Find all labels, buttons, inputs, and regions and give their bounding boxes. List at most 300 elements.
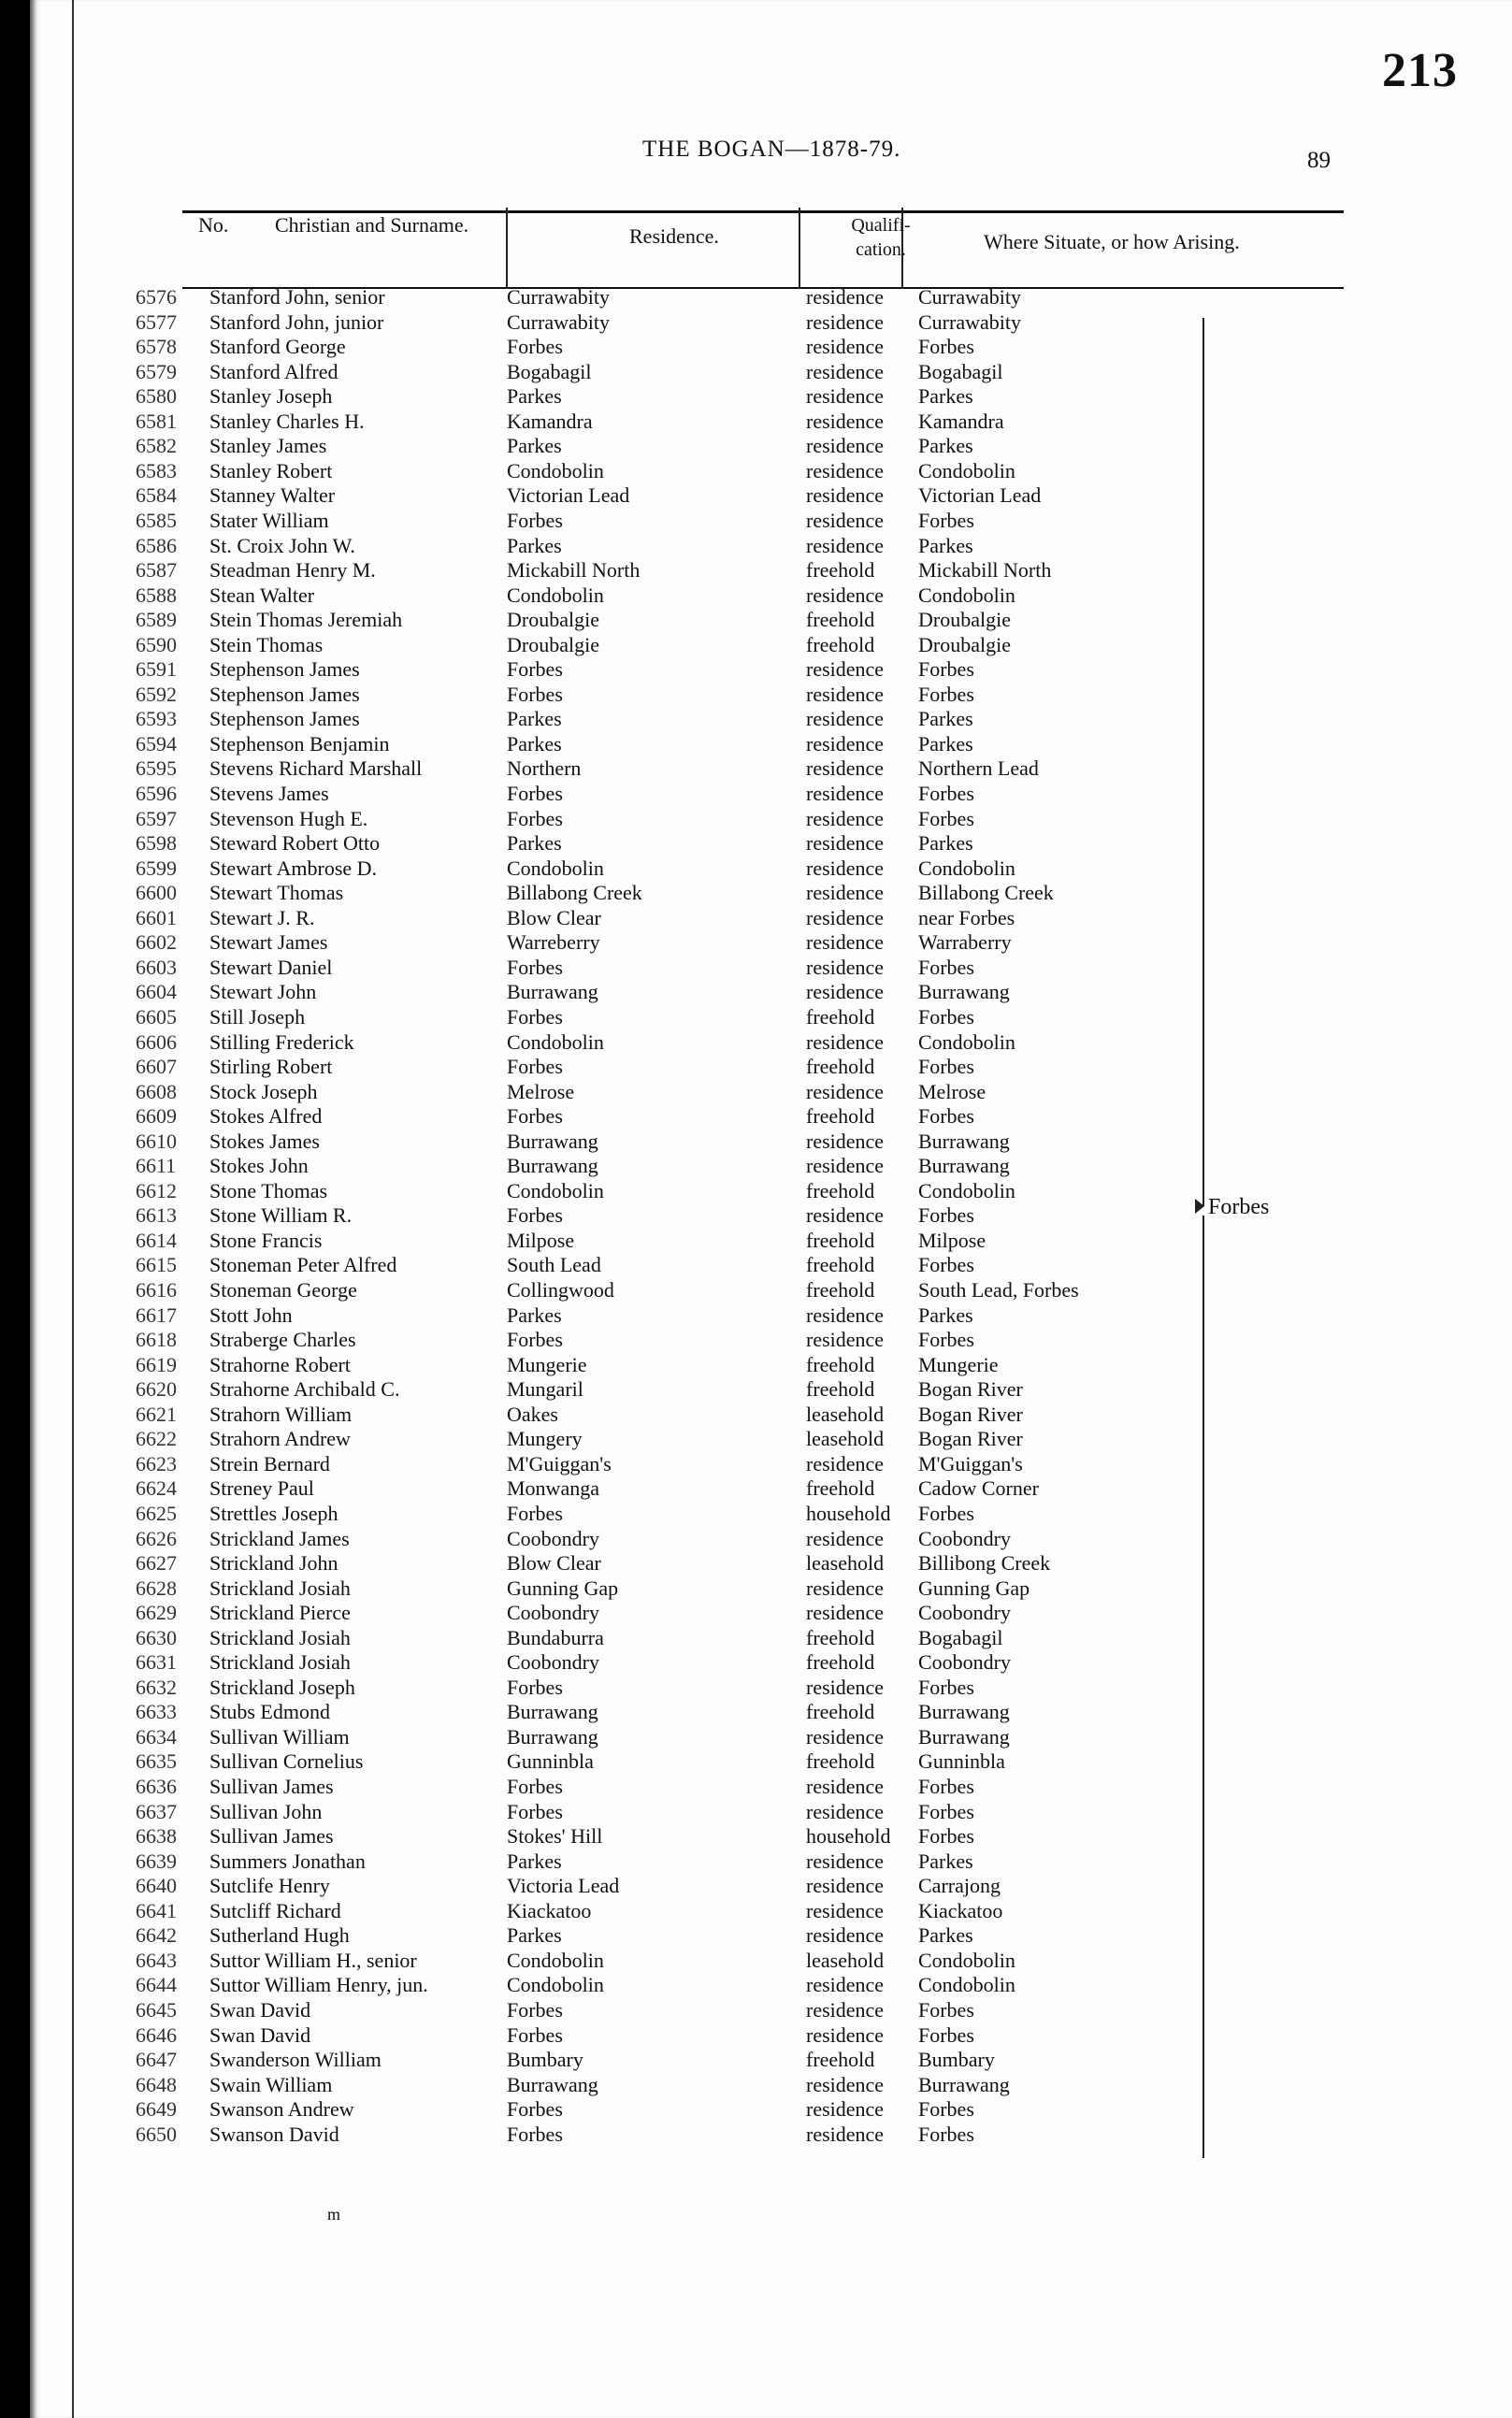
entry-qualification: residence	[806, 1576, 885, 1600]
entry-qualification: residence	[806, 731, 885, 756]
entry-name: Stone William R.	[209, 1203, 353, 1228]
entry-residence: Condobolin	[507, 1178, 604, 1202]
entry-number: 6604	[136, 980, 177, 1004]
entry-residence: Burrawang	[507, 1154, 598, 1178]
entry-residence: Forbes	[507, 1775, 563, 1798]
entry-residence: M'Guiggan's	[507, 1451, 612, 1475]
entry-qualification: residence	[806, 335, 885, 359]
entry-qualification: residence	[806, 905, 885, 929]
entry-qualification: residence	[806, 1601, 885, 1625]
entry-where: Gunninbla	[918, 1749, 1005, 1774]
entry-where: Forbes	[918, 1004, 974, 1029]
entry-residence: Victorian Lead	[507, 483, 630, 508]
entry-number: 6608	[136, 1079, 177, 1103]
entry-name: Stein Thomas	[209, 632, 324, 656]
entry-name: Sullivan James	[209, 1775, 334, 1798]
entry-qualification: residence	[806, 856, 885, 880]
entry-residence: Condobolin	[507, 1948, 604, 1972]
entry-where: Bogabagil	[918, 1625, 1003, 1649]
entry-name: Stewart J. R.	[209, 905, 315, 929]
entry-name: Stokes Alfred	[209, 1104, 323, 1129]
entry-qualification: residence	[806, 458, 885, 482]
entry-residence: Bumbary	[507, 2048, 583, 2072]
entry-number: 6621	[136, 1402, 177, 1426]
entry-residence: Forbes	[507, 2022, 563, 2047]
entry-name: Stott John	[209, 1303, 293, 1327]
entry-number: 6618	[136, 1328, 177, 1352]
entry-residence: Mungaril	[507, 1377, 583, 1402]
entry-where: Parkes	[918, 731, 973, 756]
entry-residence: Oakes	[507, 1402, 558, 1426]
entry-number: 6588	[136, 583, 177, 607]
entry-qualification: freehold	[806, 1377, 875, 1402]
entry-number: 6577	[136, 309, 177, 334]
entry-name: Sutherland Hugh	[209, 1923, 350, 1948]
entry-name: Stewart James	[209, 930, 328, 955]
entry-number: 6592	[136, 682, 177, 706]
entry-qualification: residence	[806, 682, 885, 706]
entry-number: 6615	[136, 1253, 177, 1277]
entry-number: 6606	[136, 1029, 177, 1054]
entry-where: Gunning Gap	[918, 1576, 1030, 1600]
entry-name: Sutclife Henry	[209, 1874, 330, 1898]
entry-residence: Droubalgie	[507, 632, 599, 656]
entry-residence: Warreberry	[507, 930, 600, 955]
entry-name: Swanderson William	[209, 2048, 382, 2072]
entry-name: Steadman Henry M.	[209, 558, 376, 583]
entry-where: Forbes	[918, 2097, 974, 2122]
entry-where: Forbes	[918, 682, 974, 706]
entry-residence: Parkes	[507, 831, 562, 856]
entry-where: Droubalgie	[918, 632, 1011, 656]
entry-residence: Melrose	[507, 1079, 575, 1103]
entry-residence: Burrawang	[507, 1700, 598, 1724]
entry-qualification: freehold	[806, 632, 875, 656]
entry-where: Bogan River	[918, 1377, 1023, 1402]
entry-number: 6635	[136, 1749, 177, 1774]
entry-number: 6643	[136, 1948, 177, 1972]
entry-name: Strahorne Robert	[209, 1352, 351, 1376]
entry-number: 6647	[136, 2048, 177, 2072]
entry-name: Stanford John, senior	[209, 285, 385, 309]
entry-where: Condobolin	[918, 1973, 1015, 1997]
entry-name: Stone Thomas	[209, 1178, 328, 1202]
entry-name: Stevens James	[209, 782, 329, 805]
entry-number: 6597	[136, 806, 177, 830]
entry-qualification: freehold	[806, 1004, 875, 1029]
entry-where: Condobolin	[918, 1029, 1015, 1054]
entry-residence: Mickabill North	[507, 558, 641, 583]
entry-qualification: residence	[806, 1154, 885, 1178]
entry-qualification: residence	[806, 1079, 885, 1103]
entry-qualification: residence	[806, 309, 885, 334]
entry-residence: Parkes	[507, 707, 562, 731]
entry-qualification: freehold	[806, 1278, 875, 1302]
entry-residence: Forbes	[507, 1501, 563, 1525]
entry-name: Sutcliff Richard	[209, 1898, 341, 1922]
entry-qualification: residence	[806, 384, 885, 409]
entry-qualification: residence	[806, 1997, 885, 2022]
entry-name: Stephenson James	[209, 682, 360, 706]
entry-residence: Kamandra	[507, 409, 593, 433]
entry-where: Forbes	[918, 1675, 974, 1699]
entry-qualification: residence	[806, 1129, 885, 1153]
entry-where: Victorian Lead	[918, 483, 1042, 508]
entry-residence: Currawabity	[507, 285, 610, 309]
entry-name: Sullivan William	[209, 1724, 350, 1749]
entry-qualification: residence	[806, 930, 885, 955]
entry-qualification: residence	[806, 483, 885, 508]
entry-where: Coobondry	[918, 1526, 1011, 1550]
entry-residence: Gunning Gap	[507, 1576, 619, 1600]
entry-residence: Bundaburra	[507, 1625, 604, 1649]
entry-where: Parkes	[918, 1303, 973, 1327]
entry-residence: Parkes	[507, 731, 562, 756]
entry-number: 6579	[136, 359, 177, 383]
entry-residence: Victoria Lead	[507, 1874, 620, 1898]
entry-qualification: freehold	[806, 608, 875, 632]
entry-qualification: residence	[806, 1874, 885, 1898]
entry-name: Summers Jonathan	[209, 1849, 366, 1873]
entry-number: 6602	[136, 930, 177, 955]
entry-where: Parkes	[918, 1923, 973, 1948]
entry-residence: Blow Clear	[507, 1551, 601, 1576]
entry-where: Parkes	[918, 384, 973, 409]
entry-qualification: freehold	[806, 1352, 875, 1376]
entry-where: Condobolin	[918, 583, 1015, 607]
entry-name: Stein Thomas Jeremiah	[209, 608, 403, 632]
entry-name: Stanley Joseph	[209, 384, 333, 409]
entry-qualification: residence	[806, 1203, 885, 1228]
entry-number: 6640	[136, 1874, 177, 1898]
entry-name: Strickland John	[209, 1551, 338, 1576]
entry-where: Coobondry	[918, 1601, 1011, 1625]
entry-residence: Forbes	[507, 955, 563, 979]
entry-where: Burrawang	[918, 980, 1010, 1004]
entry-where: Burrawang	[918, 1129, 1010, 1153]
entry-number: 6644	[136, 1973, 177, 1997]
entry-where: Mungerie	[918, 1352, 999, 1376]
entry-residence: Kiackatoo	[507, 1898, 592, 1922]
entry-qualification: residence	[806, 806, 885, 830]
entry-number: 6582	[136, 434, 177, 458]
entry-where: Forbes	[918, 335, 974, 359]
entry-residence: Parkes	[507, 1303, 562, 1327]
entry-number: 6589	[136, 608, 177, 632]
entry-residence: Condobolin	[507, 1029, 604, 1054]
column-divider	[506, 208, 508, 289]
entry-number: 6628	[136, 1576, 177, 1600]
entry-residence: Burrawang	[507, 980, 598, 1004]
entry-number: 6601	[136, 905, 177, 929]
entry-number: 6580	[136, 384, 177, 409]
entry-number: 6634	[136, 1724, 177, 1749]
entry-where: Forbes	[918, 1253, 974, 1277]
entry-qualification: residence	[806, 782, 885, 805]
entry-number: 6626	[136, 1526, 177, 1550]
entry-name: Strickland Josiah	[209, 1576, 351, 1600]
entry-where: Warraberry	[918, 930, 1012, 955]
entry-number: 6596	[136, 782, 177, 805]
entry-name: Stephenson James	[209, 707, 360, 731]
entry-where: Droubalgie	[918, 608, 1011, 632]
entry-name: Swain William	[209, 2072, 333, 2096]
entry-where: M'Guiggan's	[918, 1451, 1023, 1475]
entry-residence: Forbes	[507, 1004, 563, 1029]
entry-name: Stone Francis	[209, 1228, 323, 1252]
entry-number: 6578	[136, 335, 177, 359]
entry-where: Forbes	[918, 1203, 974, 1228]
entry-name: Strickland Josiah	[209, 1650, 351, 1675]
entry-residence: Parkes	[507, 533, 562, 557]
entry-residence: Parkes	[507, 1923, 562, 1948]
header-where: Where Situate, or how Arising.	[984, 230, 1240, 253]
entry-residence: Mungery	[507, 1427, 583, 1451]
entry-qualification: leasehold	[806, 1402, 885, 1426]
entry-number: 6591	[136, 657, 177, 682]
entry-number: 6629	[136, 1601, 177, 1625]
entry-where: Condobolin	[918, 1178, 1015, 1202]
entry-qualification: residence	[806, 508, 885, 532]
entry-where: Forbes	[918, 1997, 974, 2022]
entry-where: Currawabity	[918, 285, 1021, 309]
entry-qualification: residence	[806, 831, 885, 856]
entry-where: Forbes	[918, 1055, 974, 1079]
brace-lower	[1202, 1216, 1204, 2158]
entry-where: Bogabagil	[918, 359, 1003, 383]
entry-residence: Parkes	[507, 434, 562, 458]
entry-where: Bumbary	[918, 2048, 995, 2072]
entry-name: Strickland Joseph	[209, 1675, 355, 1699]
entry-qualification: residence	[806, 955, 885, 979]
entry-where: Forbes	[918, 1104, 974, 1129]
entry-name: Stean Walter	[209, 583, 315, 607]
entry-where: Forbes	[918, 657, 974, 682]
entry-number: 6631	[136, 1650, 177, 1675]
entry-qualification: residence	[806, 1451, 885, 1475]
entry-residence: Condobolin	[507, 458, 604, 482]
entry-residence: Billabong Creek	[507, 881, 642, 905]
header-no: No.	[198, 213, 229, 237]
entry-where: Bogan River	[918, 1427, 1023, 1451]
entry-where: near Forbes	[918, 905, 1015, 929]
entry-where: Cadow Corner	[918, 1476, 1039, 1501]
entry-qualification: freehold	[806, 558, 875, 583]
entry-name: Stevens Richard Marshall	[209, 756, 423, 781]
entry-number: 6599	[136, 856, 177, 880]
page-title: THE BOGAN—1878-79.	[642, 137, 901, 162]
entry-number: 6583	[136, 458, 177, 482]
entry-where: Mickabill North	[918, 558, 1052, 583]
entry-number: 6595	[136, 756, 177, 781]
entry-qualification: residence	[806, 756, 885, 781]
entry-qualification: freehold	[806, 1104, 875, 1129]
entry-name: Stokes James	[209, 1129, 320, 1153]
entry-name: Strahorn Andrew	[209, 1427, 351, 1451]
entry-residence: Parkes	[507, 1849, 562, 1873]
entry-qualification: freehold	[806, 1650, 875, 1675]
entry-name: Stanford John, junior	[209, 309, 384, 334]
entry-qualification: residence	[806, 1849, 885, 1873]
entry-residence: Condobolin	[507, 583, 604, 607]
entry-where: Parkes	[918, 831, 973, 856]
entry-residence: Forbes	[507, 1104, 563, 1129]
entry-residence: Forbes	[507, 806, 563, 830]
entry-name: Strickland James	[209, 1526, 350, 1550]
entry-residence: Blow Clear	[507, 905, 601, 929]
entry-name: Suttor William H., senior	[209, 1948, 417, 1972]
entry-residence: Bogabagil	[507, 359, 592, 383]
entry-name: Stoneman George	[209, 1278, 357, 1302]
entry-qualification: residence	[806, 359, 885, 383]
entry-number: 6648	[136, 2072, 177, 2096]
entry-residence: Forbes	[507, 1055, 563, 1079]
entry-number: 6609	[136, 1104, 177, 1129]
entry-where: Condobolin	[918, 856, 1015, 880]
entry-number: 6598	[136, 831, 177, 856]
entry-name: Stanney Walter	[209, 483, 336, 508]
entry-name: Suttor William Henry, jun.	[209, 1973, 428, 1997]
entry-residence: Forbes	[507, 335, 563, 359]
entry-name: Stilling Frederick	[209, 1029, 354, 1054]
entry-name: Swanson David	[209, 2122, 339, 2146]
entry-name: Stevenson Hugh E.	[209, 806, 368, 830]
entry-name: Stubs Edmond	[209, 1700, 330, 1724]
entry-number: 6650	[136, 2122, 177, 2146]
entry-residence: Monwanga	[507, 1476, 599, 1501]
entry-name: Steward Robert Otto	[209, 831, 381, 856]
entry-where: Forbes	[918, 806, 974, 830]
entry-residence: Forbes	[507, 782, 563, 805]
entry-where: Burrawang	[918, 1700, 1010, 1724]
entry-residence: Forbes	[507, 682, 563, 706]
entry-qualification: residence	[806, 1923, 885, 1948]
entry-name: Stewart Thomas	[209, 881, 344, 905]
entry-residence: Forbes	[507, 508, 563, 532]
entry-name: Stanley Charles H.	[209, 409, 365, 433]
entry-qualification: residence	[806, 2097, 885, 2122]
entry-where: Forbes	[918, 1775, 974, 1798]
page-edge-line	[72, 0, 74, 2418]
entry-name: Stanford Alfred	[209, 359, 338, 383]
entry-qualification: freehold	[806, 1228, 875, 1252]
entry-residence: Burrawang	[507, 1129, 598, 1153]
entry-number: 6625	[136, 1501, 177, 1525]
entry-qualification: leasehold	[806, 1551, 885, 1576]
entry-number: 6620	[136, 1377, 177, 1402]
entry-where: Forbes	[918, 508, 974, 532]
entry-number: 6627	[136, 1551, 177, 1576]
entry-qualification: freehold	[806, 1700, 875, 1724]
entry-number: 6612	[136, 1178, 177, 1202]
entry-residence: Currawabity	[507, 309, 610, 334]
entry-where: Parkes	[918, 533, 973, 557]
entry-name: Strahorn William	[209, 1402, 353, 1426]
entry-number: 6590	[136, 632, 177, 656]
entry-name: Stirling Robert	[209, 1055, 333, 1079]
entry-number: 6610	[136, 1129, 177, 1153]
entry-qualification: residence	[806, 434, 885, 458]
entry-residence: Mungerie	[507, 1352, 587, 1376]
entry-number: 6633	[136, 1700, 177, 1724]
entry-name: Stewart Ambrose D.	[209, 856, 378, 880]
entry-name: Stock Joseph	[209, 1079, 318, 1103]
entry-residence: Milpose	[507, 1228, 575, 1252]
entry-residence: Gunninbla	[507, 1749, 594, 1774]
entry-residence: Forbes	[507, 657, 563, 682]
entry-where: Milpose	[918, 1228, 986, 1252]
entry-name: Stokes John	[209, 1154, 309, 1178]
entry-number: 6641	[136, 1898, 177, 1922]
entry-where: Carrajong	[918, 1874, 1001, 1898]
entry-number: 6622	[136, 1427, 177, 1451]
entry-name: Stephenson Benjamin	[209, 731, 390, 756]
entry-residence: Forbes	[507, 1203, 563, 1228]
entry-where: Parkes	[918, 434, 973, 458]
entry-qualification: residence	[806, 1526, 885, 1550]
entry-where: Forbes	[918, 1824, 974, 1849]
entry-qualification: residence	[806, 980, 885, 1004]
entry-residence: Burrawang	[507, 2072, 598, 2096]
entry-number: 6613	[136, 1203, 177, 1228]
entry-qualification: freehold	[806, 1749, 875, 1774]
entry-number: 6645	[136, 1997, 177, 2022]
entry-where: Kamandra	[918, 409, 1004, 433]
entry-name: Stoneman Peter Alfred	[209, 1253, 397, 1277]
entry-qualification: residence	[806, 657, 885, 682]
entry-number: 6646	[136, 2022, 177, 2047]
entry-qualification: residence	[806, 707, 885, 731]
entry-qualification: freehold	[806, 1476, 875, 1501]
entry-number: 6637	[136, 1799, 177, 1823]
entry-qualification: residence	[806, 1973, 885, 1997]
entry-number: 6585	[136, 508, 177, 532]
entry-number: 6632	[136, 1675, 177, 1699]
entry-name: Strein Bernard	[209, 1451, 330, 1475]
entry-where: Forbes	[918, 1328, 974, 1352]
entry-number: 6642	[136, 1923, 177, 1948]
entry-name: St. Croix John W.	[209, 533, 355, 557]
entry-name: Straberge Charles	[209, 1328, 356, 1352]
entry-number: 6649	[136, 2097, 177, 2122]
entry-qualification: residence	[806, 1898, 885, 1922]
entry-residence: Coobondry	[507, 1526, 599, 1550]
entry-residence: Parkes	[507, 384, 562, 409]
entry-name: Streney Paul	[209, 1476, 314, 1501]
header-residence: Residence.	[629, 224, 719, 248]
entry-where: Forbes	[918, 955, 974, 979]
entry-residence: Coobondry	[507, 1601, 599, 1625]
entry-name: Swan David	[209, 1997, 311, 2022]
entry-qualification: residence	[806, 2022, 885, 2047]
entry-residence: Forbes	[507, 1997, 563, 2022]
printer-mark: m	[327, 2205, 341, 2224]
header-name: Christian and Surname.	[275, 213, 469, 237]
entry-residence: Coobondry	[507, 1650, 599, 1675]
entry-residence: Droubalgie	[507, 608, 599, 632]
entry-number: 6614	[136, 1228, 177, 1252]
header-qualification: Qualifi- cation.	[851, 215, 911, 260]
entry-qualification: residence	[806, 409, 885, 433]
entry-qualification: residence	[806, 285, 885, 309]
entry-number: 6624	[136, 1476, 177, 1501]
entry-where: Melrose	[918, 1079, 986, 1103]
page-number: 89	[1307, 148, 1331, 173]
entry-name: Stanley James	[209, 434, 327, 458]
entry-where: Billabong Creek	[918, 881, 1054, 905]
entry-name: Swan David	[209, 2022, 311, 2047]
entry-residence: Condobolin	[507, 1973, 604, 1997]
